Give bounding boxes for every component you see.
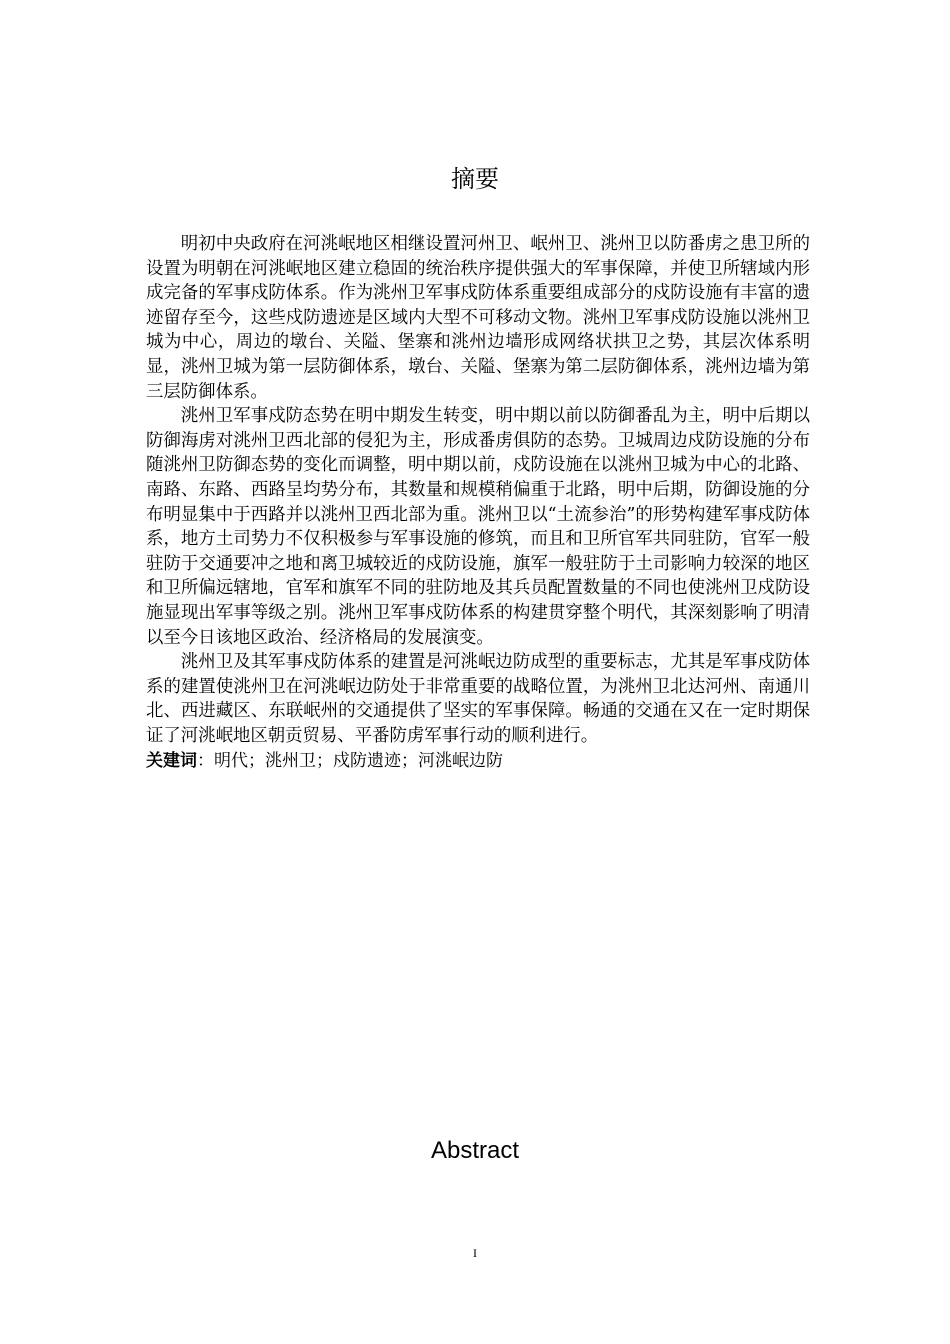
abstract-body — [146, 232, 810, 774]
keywords-separator: ： — [197, 751, 214, 772]
abstract-title-chinese: 摘要 — [451, 165, 499, 193]
keywords-list: 明代；洮州卫；戍防遗迹；河洮岷边防 — [214, 751, 503, 772]
keywords-line — [146, 748, 810, 774]
abstract-paragraph-3: 洮州卫及其军事戍防体系的建置是河洮岷边防成型的重要标志，尤其是军事戍防体系的建置使洮州卫在河洮岷边防处于非常重要的战略位置，为洮州卫北达河州、南通川北、西进藏区、东联岷州的交通提供了坚实的军事保障。畅通的交通在又在一定时期保证了河洮岷地区朝贡贸易、平番防虏军事行动的顺利进行。 — [146, 652, 810, 746]
page-number: I — [473, 1246, 477, 1260]
abstract-paragraph-1: 明初中央政府在河洮岷地区相继设置河州卫、岷州卫、洮州卫以防番虏之患卫所的设置为明朝在河洮岷地区建立稳固的统治秩序提供强大的军事保障，并使卫所辖域内形成完备的军事戍防体系。作为洮州卫军事戍防体系重要组成部分的戍防设施有丰富的遗迹留存至今，这些戍防遗迹是区域内大型不可移动文物。洮州卫军事戍防设施以洮州卫城为中心，周边的墩台、关隘、堡寨和洮州边墙形成网络状拱卫之势，其层次体系明显，洮州卫城为第一层防御体系，墩台、关隘、堡寨为第二层防御体系，洮州边墙为第三层防御体系。 — [146, 234, 810, 402]
abstract-title-english: Abstract — [430, 1137, 520, 1164]
keywords-label: 关建词 — [146, 751, 197, 772]
abstract-paragraph-2: 洮州卫军事戍防态势在明中期发生转变，明中期以前以防御番乱为主，明中后期以防御海虏对洮州卫西北部的侵犯为主，形成番虏俱防的态势。卫城周边戍防设施的分布随洮州卫防御态势的变化而调整，明中期以前，戍防设施在以洮州卫城为中心的北路、南路、东路、西路呈均势分布，其数量和规模稍偏重于北路，明中后期，防御设施的分布明显集中于西路并以洮州卫西北部为重。洮州卫以“土流参治”的形势构建军事戍防体系，地方土司势力不仅积极参与军事设施的修筑，而且和卫所官军共同驻防，官军一般驻防于交通要冲之地和离卫城较近的戍防设施，旗军一般驻防于土司影响力较深的地区和卫所偏远辖地，官军和旗军不同的驻防地及其兵员配置数量的不同也使洮州卫戍防设施显现出军事等级之别。洮州卫军事戍防体系的构建贯穿整个明代，其深刻影响了明清以至今日该地区政治、经济格局的发展演变。 — [146, 406, 810, 648]
